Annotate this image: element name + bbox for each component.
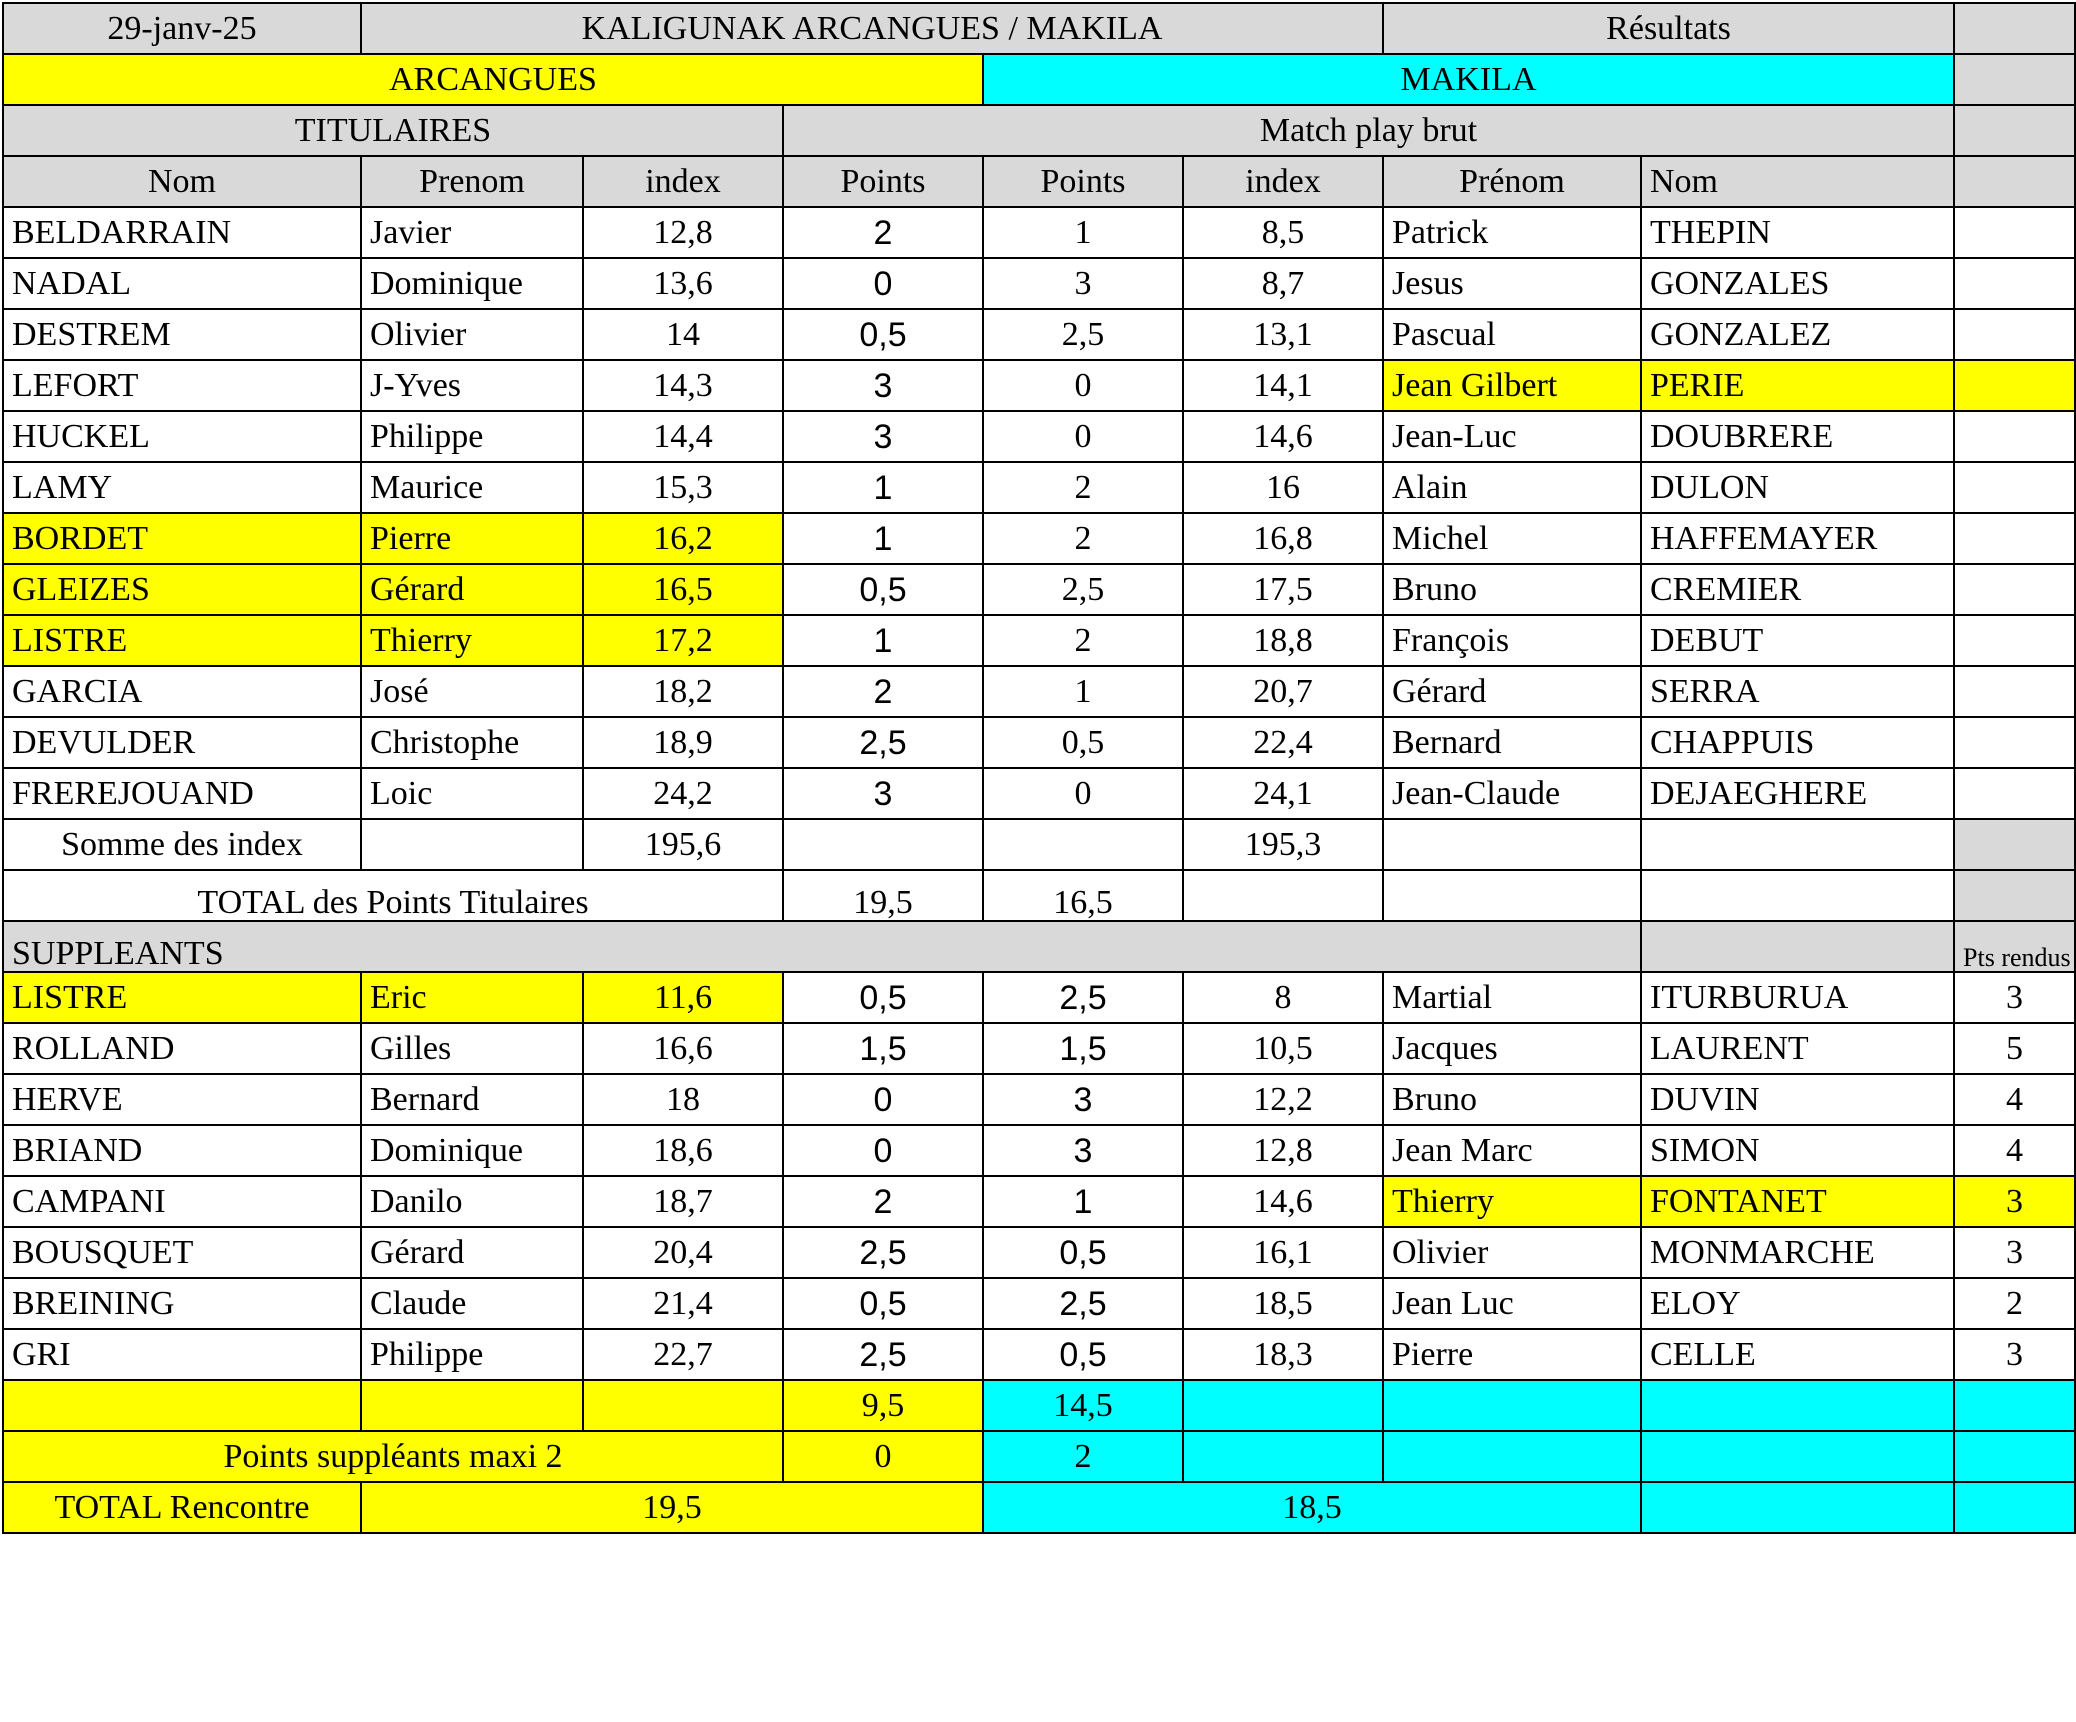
player-prenom: Philippe [361,1329,583,1380]
player-nom: FREREJOUAND [3,768,361,819]
col-points: Points [783,156,983,207]
column-header-row [3,156,2075,207]
opponent-nom: FONTANET [1641,1176,1954,1227]
total-titulaires-left: 19,5 [783,870,983,921]
opponent-index: 18,5 [1183,1278,1383,1329]
pts-rendus-heading: Pts rendus [1954,921,2075,972]
supp-total-empty-6 [1641,1380,1954,1431]
suppleant-row [3,1329,2075,1380]
somme-empty-3 [983,819,1183,870]
player-nom: HUCKEL [3,411,361,462]
opponent-prenom: Michel [1383,513,1641,564]
suppleants-header-row [3,921,2075,972]
results-heading: Résultats [1383,3,1954,54]
opponent-index: 14,6 [1183,1176,1383,1227]
row-spacer [1954,411,2075,462]
titulaire-row [3,462,2075,513]
player-prenom: Loic [361,768,583,819]
suppleant-row [3,1227,2075,1278]
somme-empty-5 [1641,819,1954,870]
col-prenom: Prenom [361,156,583,207]
row-spacer [1954,513,2075,564]
player-points: 0 [783,258,983,309]
player-prenom: J-Yves [361,360,583,411]
opponent-index: 12,2 [1183,1074,1383,1125]
ps-empty-3 [1641,1431,1954,1482]
opponent-prenom: François [1383,615,1641,666]
opponent-nom: LAURENT [1641,1023,1954,1074]
opponent-nom: DULON [1641,462,1954,513]
opponent-prenom: Bruno [1383,564,1641,615]
player-index: 14,3 [583,360,783,411]
player-nom: BRIAND [3,1125,361,1176]
pts-rendus-value: 2 [1954,1278,2075,1329]
opponent-index: 16 [1183,462,1383,513]
row-spacer [1954,462,2075,513]
opponent-prenom: Patrick [1383,207,1641,258]
opponent-nom: THEPIN [1641,207,1954,258]
row-spacer [1954,360,2075,411]
total-empty-1 [1183,870,1383,921]
titulaire-row [3,207,2075,258]
total-rencontre-label: TOTAL Rencontre [3,1482,361,1533]
row-spacer [1954,309,2075,360]
player-index: 14,4 [583,411,783,462]
opponent-index: 8,7 [1183,258,1383,309]
player-nom: LISTRE [3,615,361,666]
opponent-nom: GONZALES [1641,258,1954,309]
player-index: 18,2 [583,666,783,717]
player-points: 2 [783,1176,983,1227]
player-nom: BELDARRAIN [3,207,361,258]
supp-total-right: 14,5 [983,1380,1183,1431]
opponent-prenom: Pascual [1383,309,1641,360]
player-nom: NADAL [3,258,361,309]
player-nom: DEVULDER [3,717,361,768]
player-points: 0 [783,1125,983,1176]
player-nom: BOUSQUET [3,1227,361,1278]
player-nom: LAMY [3,462,361,513]
row-spacer [1954,666,2075,717]
pts-rendus-value: 3 [1954,1176,2075,1227]
pts-rendus-value: 3 [1954,1227,2075,1278]
opponent-nom: DEBUT [1641,615,1954,666]
total-empty-2 [1383,870,1641,921]
opponent-points: 0,5 [983,1329,1183,1380]
player-nom: GLEIZES [3,564,361,615]
opponent-index: 14,6 [1183,411,1383,462]
player-nom: LISTRE [3,972,361,1023]
opponent-nom: CHAPPUIS [1641,717,1954,768]
opponent-index: 18,3 [1183,1329,1383,1380]
pts-rendus-value: 3 [1954,972,2075,1023]
opponent-prenom: Jean-Luc [1383,411,1641,462]
player-prenom: Maurice [361,462,583,513]
player-index: 13,6 [583,258,783,309]
title-spacer [1954,3,2075,54]
suppleants-empty [1641,921,1954,972]
player-nom: ROLLAND [3,1023,361,1074]
player-points: 3 [783,411,983,462]
player-index: 14 [583,309,783,360]
opponent-nom: CREMIER [1641,564,1954,615]
opponent-points: 3 [983,1125,1183,1176]
player-index: 18,6 [583,1125,783,1176]
titulaire-row [3,717,2075,768]
opponent-prenom: Thierry [1383,1176,1641,1227]
player-index: 18 [583,1074,783,1125]
player-prenom: Eric [361,972,583,1023]
titulaire-row [3,564,2075,615]
player-index: 18,9 [583,717,783,768]
opponent-index: 17,5 [1183,564,1383,615]
section-row [3,105,2075,156]
opponent-nom: CELLE [1641,1329,1954,1380]
player-prenom: Olivier [361,309,583,360]
row-spacer [1954,615,2075,666]
opponent-points: 3 [983,1074,1183,1125]
suppleants-totals-row [3,1380,2075,1431]
suppleant-row [3,972,2075,1023]
supp-total-empty-3 [583,1380,783,1431]
titulaire-row [3,309,2075,360]
player-points: 0 [783,1074,983,1125]
somme-row [3,819,2075,870]
supp-total-empty-2 [361,1380,583,1431]
player-nom: LEFORT [3,360,361,411]
opponent-index: 20,7 [1183,666,1383,717]
opponent-prenom: Bernard [1383,717,1641,768]
titulaire-row [3,615,2075,666]
opponent-index: 18,8 [1183,615,1383,666]
col-nom-2: Nom [1641,156,1954,207]
player-points: 2,5 [783,717,983,768]
player-prenom: Pierre [361,513,583,564]
somme-empty-1 [361,819,583,870]
player-points: 1,5 [783,1023,983,1074]
player-index: 18,7 [583,1176,783,1227]
player-index: 21,4 [583,1278,783,1329]
opponent-nom: MONMARCHE [1641,1227,1954,1278]
opponent-points: 1 [983,666,1183,717]
opponent-prenom: Gérard [1383,666,1641,717]
opponent-index: 24,1 [1183,768,1383,819]
opponent-points: 0,5 [983,717,1183,768]
opponent-points: 2,5 [983,1278,1183,1329]
supp-total-empty-4 [1183,1380,1383,1431]
player-points: 0,5 [783,309,983,360]
section-match-type: Match play brut [783,105,1954,156]
opponent-points: 2,5 [983,972,1183,1023]
player-index: 16,6 [583,1023,783,1074]
total-rencontre-row [3,1482,2075,1533]
points-suppleants-left: 0 [783,1431,983,1482]
player-index: 11,6 [583,972,783,1023]
somme-left: 195,6 [583,819,783,870]
opponent-points: 1,5 [983,1023,1183,1074]
opponent-points: 3 [983,258,1183,309]
suppleant-row [3,1278,2075,1329]
opponent-prenom: Jesus [1383,258,1641,309]
player-points: 0,5 [783,972,983,1023]
player-prenom: Claude [361,1278,583,1329]
player-index: 20,4 [583,1227,783,1278]
player-points: 2 [783,207,983,258]
opponent-nom: SERRA [1641,666,1954,717]
player-points: 1 [783,615,983,666]
somme-empty-4 [1383,819,1641,870]
ps-empty-4 [1954,1431,2075,1482]
player-index: 24,2 [583,768,783,819]
titulaire-row [3,258,2075,309]
total-rencontre-right: 18,5 [983,1482,1641,1533]
player-points: 2,5 [783,1227,983,1278]
supp-total-left: 9,5 [783,1380,983,1431]
col-nom: Nom [3,156,361,207]
player-points: 1 [783,513,983,564]
player-nom: GRI [3,1329,361,1380]
total-rencontre-left: 19,5 [361,1482,983,1533]
opponent-index: 8,5 [1183,207,1383,258]
match-date: 29-janv-25 [3,3,361,54]
row-spacer [1954,258,2075,309]
supp-total-empty-1 [3,1380,361,1431]
ps-empty-1 [1183,1431,1383,1482]
player-points: 3 [783,360,983,411]
player-index: 16,5 [583,564,783,615]
section-spacer [1954,105,2075,156]
player-index: 15,3 [583,462,783,513]
team-left-label: ARCANGUES [3,54,983,105]
row-spacer [1954,207,2075,258]
points-suppleants-right: 2 [983,1431,1183,1482]
col-index-2: index [1183,156,1383,207]
titulaire-row [3,768,2075,819]
somme-label: Somme des index [3,819,361,870]
titulaire-row [3,513,2075,564]
player-points: 3 [783,768,983,819]
opponent-index: 16,1 [1183,1227,1383,1278]
pts-rendus-value: 4 [1954,1074,2075,1125]
title-row [3,3,2075,54]
somme-right: 195,3 [1183,819,1383,870]
player-points: 0,5 [783,564,983,615]
player-points: 0,5 [783,1278,983,1329]
total-empty-3 [1641,870,1954,921]
opponent-prenom: Jacques [1383,1023,1641,1074]
player-nom: HERVE [3,1074,361,1125]
player-index: 12,8 [583,207,783,258]
opponent-prenom: Olivier [1383,1227,1641,1278]
col-index: index [583,156,783,207]
opponent-nom: GONZALEZ [1641,309,1954,360]
opponent-points: 2 [983,513,1183,564]
player-prenom: Dominique [361,1125,583,1176]
opponent-index: 13,1 [1183,309,1383,360]
total-titulaires-label: TOTAL des Points Titulaires [3,870,783,921]
opponent-points: 2 [983,615,1183,666]
player-prenom: Bernard [361,1074,583,1125]
opponent-nom: HAFFEMAYER [1641,513,1954,564]
opponent-nom: ELOY [1641,1278,1954,1329]
pts-rendus-value: 3 [1954,1329,2075,1380]
suppleant-row [3,1023,2075,1074]
player-points: 2 [783,666,983,717]
total-titulaires-right: 16,5 [983,870,1183,921]
player-index: 17,2 [583,615,783,666]
tr-empty-1 [1641,1482,1954,1533]
player-nom: CAMPANI [3,1176,361,1227]
match-title: KALIGUNAK ARCANGUES / MAKILA [361,3,1383,54]
opponent-points: 0,5 [983,1227,1183,1278]
opponent-points: 1 [983,1176,1183,1227]
opponent-nom: DEJAEGHERE [1641,768,1954,819]
player-prenom: Gérard [361,564,583,615]
player-prenom: Javier [361,207,583,258]
player-nom: GARCIA [3,666,361,717]
opponent-points: 0 [983,768,1183,819]
points-suppleants-label: Points suppléants maxi 2 [3,1431,783,1482]
opponent-prenom: Bruno [1383,1074,1641,1125]
player-prenom: Gérard [361,1227,583,1278]
suppleant-row [3,1176,2075,1227]
pts-rendus-value: 5 [1954,1023,2075,1074]
opponent-nom: SIMON [1641,1125,1954,1176]
row-spacer [1954,768,2075,819]
player-points: 1 [783,462,983,513]
player-prenom: Gilles [361,1023,583,1074]
opponent-prenom: Jean-Claude [1383,768,1641,819]
col-spacer [1954,156,2075,207]
supp-total-empty-7 [1954,1380,2075,1431]
player-nom: BREINING [3,1278,361,1329]
somme-spacer [1954,819,2075,870]
opponent-nom: DOUBRERE [1641,411,1954,462]
tr-empty-2 [1954,1482,2075,1533]
section-titulaires: TITULAIRES [3,105,783,156]
team-row [3,54,2075,105]
opponent-index: 12,8 [1183,1125,1383,1176]
opponent-prenom: Pierre [1383,1329,1641,1380]
opponent-prenom: Jean Gilbert [1383,360,1641,411]
opponent-points: 0 [983,360,1183,411]
opponent-points: 0 [983,411,1183,462]
player-nom: DESTREM [3,309,361,360]
ps-empty-2 [1383,1431,1641,1482]
opponent-prenom: Martial [1383,972,1641,1023]
total-spacer [1954,870,2075,921]
opponent-prenom: Alain [1383,462,1641,513]
opponent-nom: DUVIN [1641,1074,1954,1125]
player-points: 2,5 [783,1329,983,1380]
player-index: 16,2 [583,513,783,564]
opponent-index: 10,5 [1183,1023,1383,1074]
opponent-index: 16,8 [1183,513,1383,564]
player-prenom: Dominique [361,258,583,309]
opponent-nom: ITURBURUA [1641,972,1954,1023]
total-titulaires-row [3,870,2075,921]
player-prenom: Christophe [361,717,583,768]
team-spacer [1954,54,2075,105]
suppleant-row [3,1125,2075,1176]
row-spacer [1954,564,2075,615]
opponent-points: 1 [983,207,1183,258]
supp-total-empty-5 [1383,1380,1641,1431]
titulaire-row [3,666,2075,717]
opponent-index: 8 [1183,972,1383,1023]
player-nom: BORDET [3,513,361,564]
player-prenom: José [361,666,583,717]
results-sheet [2,2,2076,1534]
team-right-label: MAKILA [983,54,1954,105]
opponent-prenom: Jean Marc [1383,1125,1641,1176]
opponent-index: 22,4 [1183,717,1383,768]
suppleant-row [3,1074,2075,1125]
player-prenom: Thierry [361,615,583,666]
points-suppleants-row [3,1431,2075,1482]
titulaire-row [3,411,2075,462]
opponent-nom: PERIE [1641,360,1954,411]
titulaire-row [3,360,2075,411]
opponent-points: 2,5 [983,309,1183,360]
opponent-prenom: Jean Luc [1383,1278,1641,1329]
col-points-2: Points [983,156,1183,207]
player-index: 22,7 [583,1329,783,1380]
col-prenom-2: Prénom [1383,156,1641,207]
somme-empty-2 [783,819,983,870]
row-spacer [1954,717,2075,768]
opponent-points: 2,5 [983,564,1183,615]
opponent-points: 2 [983,462,1183,513]
pts-rendus-value: 4 [1954,1125,2075,1176]
player-prenom: Danilo [361,1176,583,1227]
opponent-index: 14,1 [1183,360,1383,411]
suppleants-label: SUPPLEANTS [3,921,1641,972]
player-prenom: Philippe [361,411,583,462]
